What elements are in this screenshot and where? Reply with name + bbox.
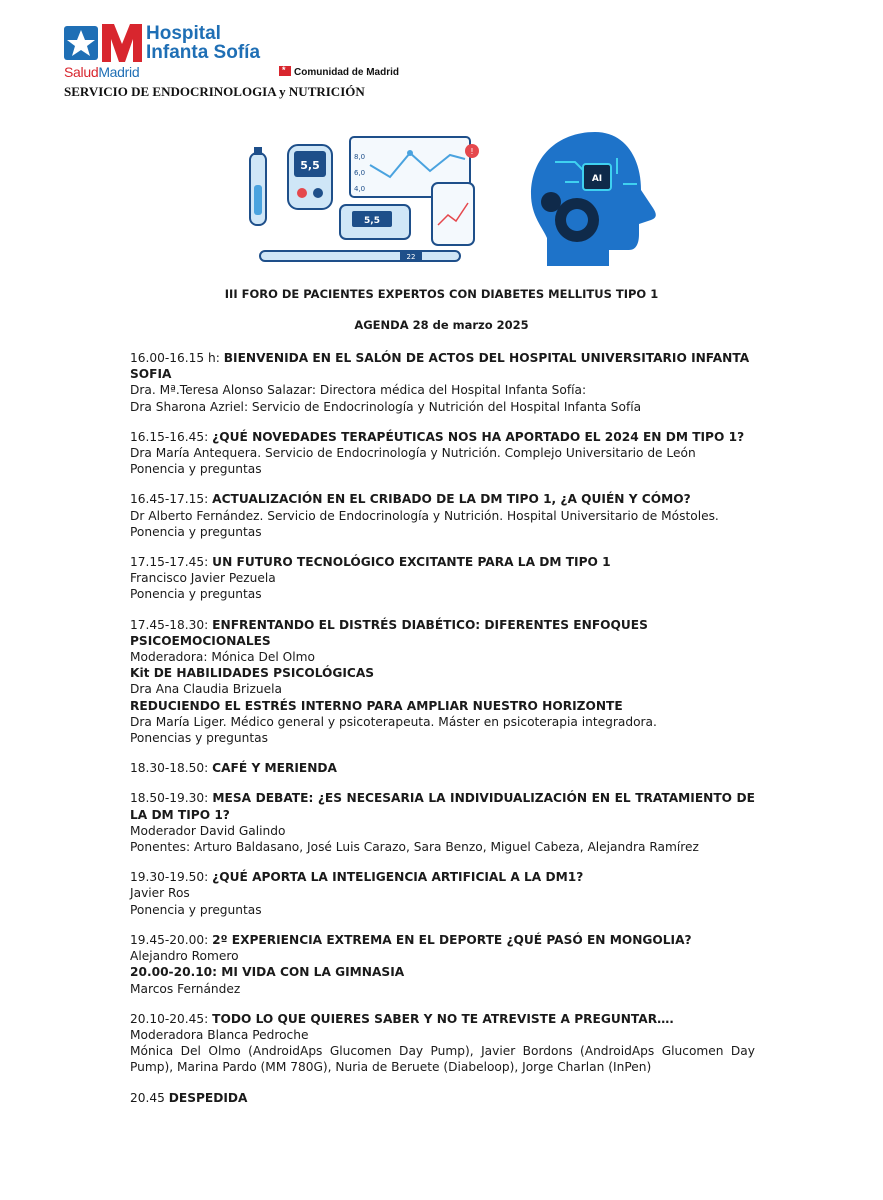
- chart-tick-3: 4,0: [354, 185, 366, 193]
- session-speaker: Dra María Liger. Médico general y psicoterapeuta. Máster en psicoterapia integradora.: [130, 714, 657, 729]
- session-title: DESPEDIDA: [168, 1090, 248, 1105]
- glucometer-reading: 5,5: [300, 159, 320, 172]
- session-speaker: Dr Alberto Fernández. Servicio de Endocrinología y Nutrición. Hospital Universitario de Móstoles.: [130, 508, 719, 523]
- comunidad-text: Comunidad de Madrid: [294, 67, 399, 78]
- glucometer-icon: [288, 145, 332, 209]
- session-time: 16.15-16.45:: [130, 429, 213, 444]
- session-time: 18.30-18.50:: [130, 761, 213, 776]
- session-format: Ponencia y preguntas: [130, 524, 262, 539]
- session-title: BIENVENIDA EN EL SALÓN DE ACTOS DEL HOSPITAL UNIVERSITARIO INFANTA SOFIA: [130, 351, 750, 382]
- session-speaker: Javier Ros: [130, 886, 190, 901]
- session-format: Ponencia y preguntas: [130, 462, 262, 477]
- agenda-session: [130, 760, 755, 776]
- agenda-date: AGENDA 28 de marzo 2025: [354, 318, 529, 332]
- session-title: ¿QUÉ NOVEDADES TERAPÉUTICAS NOS HA APORTADO EL 2024 EN DM TIPO 1?: [212, 429, 745, 444]
- session-time: 17.15-17.45:: [130, 555, 213, 570]
- agenda-session: [130, 491, 755, 540]
- pump-reading: 5,5: [364, 216, 380, 226]
- session-speaker: Dra María Antequera. Servicio de Endocrinología y Nutrición. Complejo Universitario de León: [130, 446, 696, 461]
- session-speaker: Alejandro Romero: [130, 949, 239, 964]
- hospital-name-line1: Hospital: [146, 23, 221, 44]
- agenda-session: [130, 617, 755, 747]
- session-subtitle: REDUCIENDO EL ESTRÉS INTERNO PARA AMPLIAR NUESTRO HORIZONTE: [130, 698, 623, 713]
- service-name: SERVICIO DE ENDOCRINOLOGIA y NUTRICIÓN: [64, 84, 365, 99]
- alert-icon: !: [470, 147, 474, 156]
- session-time: 18.50-19.30:: [130, 791, 213, 806]
- event-title: III FORO DE PACIENTES EXPERTOS CON DIABETES MELLITUS TIPO 1: [224, 287, 659, 301]
- agenda-session: [130, 429, 755, 478]
- session-moderator: Moderador David Galindo: [130, 823, 286, 838]
- salud-madrid-label: [64, 64, 139, 80]
- session-time: 19.45-20.00:: [130, 932, 213, 947]
- madrid-flag-icon: [279, 66, 291, 76]
- agenda-session: [130, 350, 755, 415]
- comunidad-madrid-label: [279, 66, 399, 78]
- session-speaker: Dra Ana Claudia Brizuela: [130, 682, 282, 697]
- insulin-pen-icon: [260, 251, 460, 261]
- session-format: Ponencia y preguntas: [130, 587, 262, 602]
- session-title: MESA DEBATE: ¿ES NECESARIA LA INDIVIDUALIZACIÓN EN EL TRATAMIENTO DE LA DM TIPO 1?: [130, 791, 755, 822]
- session-subtitle: Kit DE HABILIDADES PSICOLÓGICAS: [130, 666, 375, 681]
- session-speaker: Dra Sharona Azriel: Servicio de Endocrinología y Nutrición del Hospital Infanta Sofía: [130, 399, 642, 414]
- session-moderator: Moderadora: Mónica Del Olmo: [130, 650, 315, 665]
- session-speakers: Mónica Del Olmo (AndroidAps Glucomen Day Pump), Javier Bordons (AndroidAps Glucomen Day Pump), Marina Pardo (MM 780G), Nuria de Beruete (Diabeloop), Jorge Charlan (InPen): [130, 1044, 755, 1075]
- session-time: 16.45-17.15:: [130, 492, 213, 507]
- salud-suffix: Madrid: [98, 64, 140, 80]
- agenda-session: [130, 1011, 755, 1076]
- diabetes-devices-illustration: [240, 125, 490, 270]
- session-title: ENFRENTANDO EL DISTRÉS DIABÉTICO: DIFERENTES ENFOQUES PSICOEMOCIONALES: [130, 617, 648, 648]
- session-time: 16.00-16.15 h:: [130, 351, 224, 365]
- insulin-pump-icon: [340, 205, 410, 239]
- smartphone-icon: [432, 183, 474, 245]
- session-speaker: Francisco Javier Pezuela: [130, 571, 276, 586]
- session-title: UN FUTURO TECNOLÓGICO EXCITANTE PARA LA DM TIPO 1: [212, 555, 611, 570]
- ai-chip-label: AI: [591, 174, 603, 184]
- lancet-device-icon: [250, 147, 266, 225]
- session-time: 20.10-20.45:: [130, 1011, 213, 1026]
- session-title: ¿QUÉ APORTA LA INTELIGENCIA ARTIFICIAL A LA DM1?: [212, 870, 584, 885]
- session-title: ACTUALIZACIÓN EN EL CRIBADO DE LA DM TIPO 1, ¿A QUIÉN Y CÓMO?: [212, 492, 691, 507]
- session-title: CAFÉ Y MERIENDA: [212, 761, 337, 776]
- agenda-session: [130, 869, 755, 918]
- session-time: 17.45-18.30:: [130, 617, 213, 632]
- session-speakers: Ponentes: Arturo Baldasano, José Luis Carazo, Sara Benzo, Miguel Cabeza, Alejandra Ramírez: [130, 840, 699, 855]
- agenda-list: [130, 350, 755, 1120]
- session-title: TODO LO QUE QUIERES SABER Y NO TE ATREVISTE A PREGUNTAR….: [212, 1011, 674, 1026]
- salud-prefix: Salud: [64, 64, 99, 80]
- pen-label: 22: [406, 253, 416, 261]
- session-format: Ponencia y preguntas: [130, 902, 262, 917]
- session-time: 19.30-19.50:: [130, 870, 213, 885]
- agenda-session: [130, 554, 755, 603]
- agenda-session: [130, 932, 755, 997]
- hospital-name-line2: Infanta Sofía: [146, 42, 261, 63]
- session-title: 2º EXPERIENCIA EXTREMA EN EL DEPORTE ¿QUÉ PASÓ EN MONGOLIA?: [212, 932, 692, 947]
- ai-head-illustration: [525, 128, 665, 270]
- session-subtitle: 20.00-20.10: MI VIDA CON LA GIMNASIA: [130, 965, 405, 980]
- agenda-session: [130, 1090, 755, 1106]
- session-format: Ponencias y preguntas: [130, 731, 268, 746]
- chart-tick-2: 6,0: [354, 169, 366, 177]
- agenda-session: [130, 790, 755, 855]
- chart-tick-1: 8,0: [354, 153, 366, 161]
- session-speaker: Dra. Mª.Teresa Alonso Salazar: Directora médica del Hospital Infanta Sofía:: [130, 383, 587, 398]
- session-moderator: Moderadora Blanca Pedroche: [130, 1027, 309, 1042]
- hospital-name: [146, 24, 260, 62]
- session-time: 20.45: [130, 1090, 169, 1105]
- session-speaker: Marcos Fernández: [130, 981, 241, 996]
